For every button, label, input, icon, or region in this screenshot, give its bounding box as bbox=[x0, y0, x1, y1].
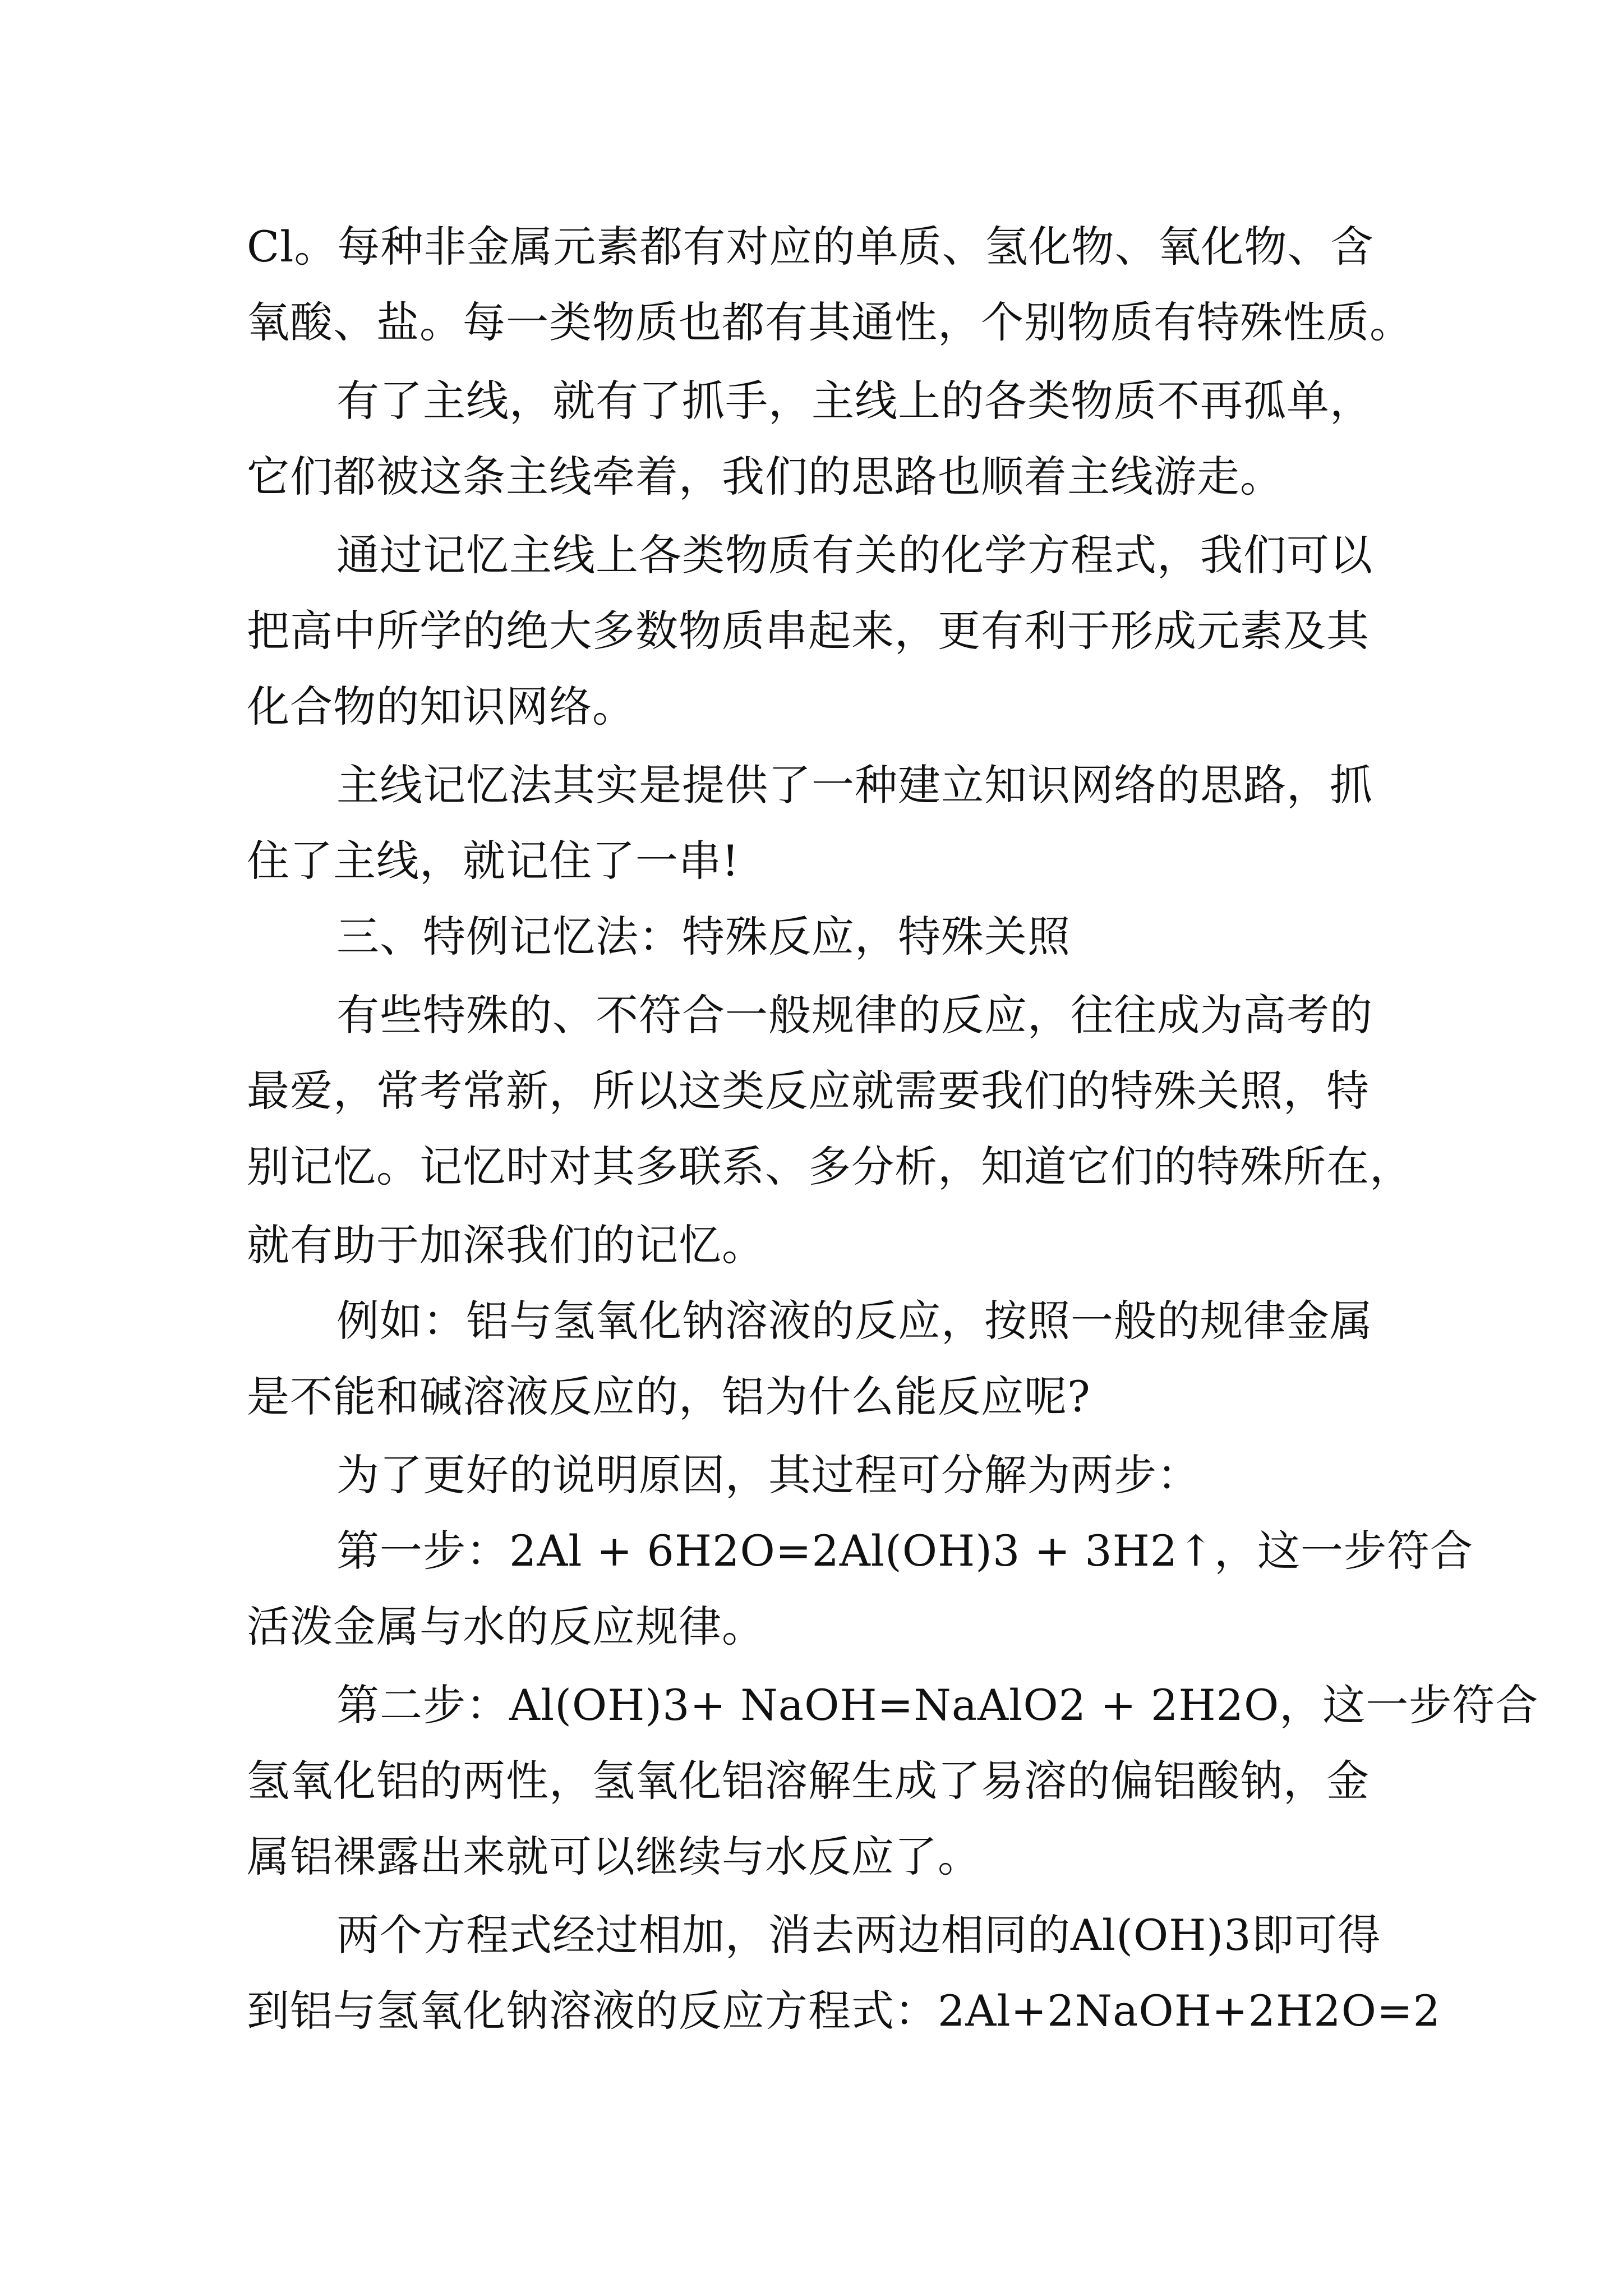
text-line: 把高中所学的绝大多数物质串起来，更有利于形成元素及其 bbox=[247, 606, 1370, 656]
text-line: 就有助于加深我们的记忆。 bbox=[247, 1220, 765, 1270]
text-line: 它们都被这条主线牵着，我们的思路也顺着主线游走。 bbox=[247, 452, 1283, 501]
paragraph-start-line: 通过记忆主线上各类物质有关的化学方程式，我们可以 bbox=[336, 530, 1373, 580]
text-line: 氢氧化铝的两性，氢氧化铝溶解生成了易溶的偏铝酸钠，金 bbox=[247, 1756, 1370, 1806]
text-line: 最爱，常考常新，所以这类反应就需要我们的特殊关照，特 bbox=[247, 1066, 1370, 1116]
text-line: 住了主线，就记住了一串! bbox=[247, 836, 740, 886]
paragraph-start-line: 为了更好的说明原因，其过程可分解为两步： bbox=[336, 1450, 1200, 1500]
section-heading: 三、特例记忆法：特殊反应，特殊关照 bbox=[336, 912, 1071, 961]
text-line: 到铝与氢氧化钠溶液的反应方程式：2Al+2NaOH+2H2O=2 bbox=[247, 1986, 1441, 2036]
text-line: 活泼金属与水的反应规律。 bbox=[247, 1602, 765, 1651]
text-line: 别记忆。记忆时对其多联系、多分析，知道它们的特殊所在， bbox=[247, 1142, 1413, 1191]
text-line: Cl。每种非金属元素都有对应的单质、氢化物、氧化物、含 bbox=[247, 222, 1374, 272]
paragraph-start-line: 例如：铝与氢氧化钠溶液的反应，按照一般的规律金属 bbox=[336, 1296, 1373, 1346]
text-line: 属铝裸露出来就可以继续与水反应了。 bbox=[247, 1832, 981, 1881]
paragraph-start-line: 第二步：Al(OH)3+ NaOH=NaAlO2 + 2H2O，这一步符合 bbox=[336, 1680, 1539, 1730]
paragraph-start-line: 第一步：2Al + 6H2O=2Al(OH)3 + 3H2↑，这一步符合 bbox=[336, 1526, 1473, 1576]
text-line: 氧酸、盐。每一类物质也都有其通性，个别物质有特殊性质。 bbox=[247, 297, 1413, 347]
text-line: 化合物的知识网络。 bbox=[247, 682, 635, 731]
paragraph-start-line: 两个方程式经过相加，消去两边相同的Al(OH)3即可得 bbox=[336, 1910, 1381, 1960]
text-line: 是不能和碱溶液反应的，铝为什么能反应呢? bbox=[247, 1372, 1091, 1421]
paragraph-start-line: 主线记忆法其实是提供了一种建立知识网络的思路，抓 bbox=[336, 760, 1373, 810]
paragraph-start-line: 有了主线，就有了抓手，主线上的各类物质不再孤单， bbox=[336, 376, 1373, 426]
paragraph-start-line: 有些特殊的、不符合一般规律的反应，往往成为高考的 bbox=[336, 990, 1373, 1040]
